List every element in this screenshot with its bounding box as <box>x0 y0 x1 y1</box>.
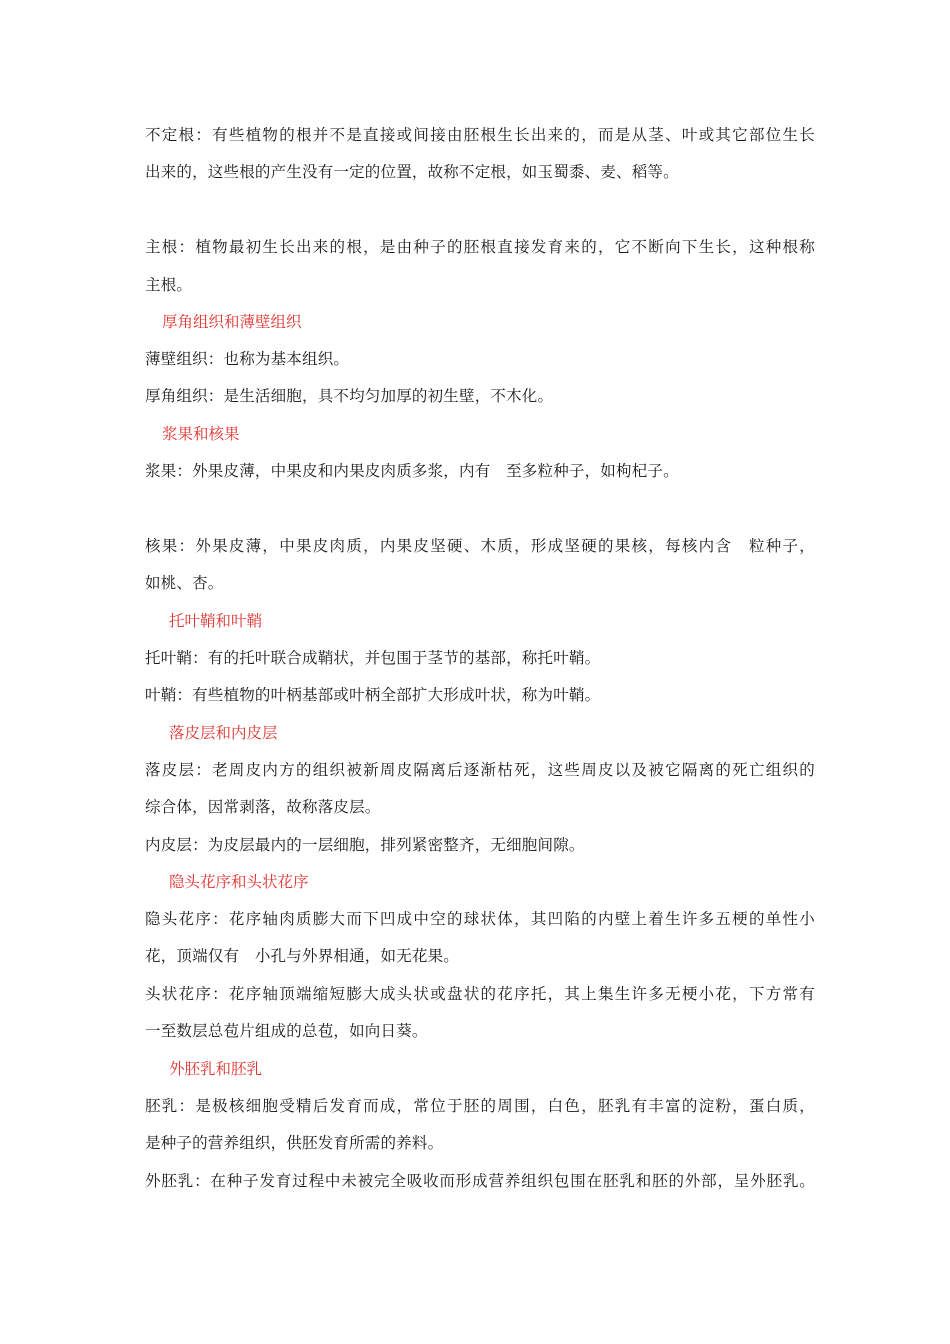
section-line: 隐头花序：花序轴肉质膨大而下凹成中空的球状体，其凹陷的内壁上着生许多五梗的单性小 <box>145 910 815 928</box>
section-heading: 落皮层和内皮层 <box>169 724 278 742</box>
paragraph-line: 主根。 <box>145 276 193 294</box>
section-heading: 托叶鞘和叶鞘 <box>169 612 263 630</box>
section-line: 内皮层：为皮层最内的一层细胞，排列紧密整齐，无细胞间隙。 <box>145 836 585 854</box>
section-line: 薄壁组织：也称为基本组织。 <box>145 350 350 368</box>
section-heading: 厚角组织和薄壁组织 <box>162 313 302 331</box>
section-line: 一至数层总苞片组成的总苞，如向日葵。 <box>145 1022 428 1040</box>
section-line: 厚角组织：是生活细胞，具不均匀加厚的初生壁，不木化。 <box>145 387 554 405</box>
section-line: 托叶鞘：有的托叶联合成鞘状，并包围于茎节的基部，称托叶鞘。 <box>145 649 601 667</box>
section-line: 胚乳：是极核细胞受精后发育而成，常位于胚的周围，白色，胚乳有丰富的淀粉，蛋白质， <box>145 1097 815 1115</box>
section-line: 叶鞘：有些植物的叶柄基部或叶柄全部扩大形成叶状，称为叶鞘。 <box>145 686 601 704</box>
paragraph-line: 主根：植物最初生长出来的根，是由种子的胚根直接发育来的，它不断向下生长，这种根称 <box>145 238 815 256</box>
section-line: 落皮层：老周皮内方的组织被新周皮隔离后逐渐枯死，这些周皮以及被它隔离的死亡组织的 <box>145 761 815 779</box>
section-heading: 浆果和核果 <box>162 425 240 443</box>
section-line: 综合体，因常剥落，故称落皮层。 <box>145 798 381 816</box>
section-line: 浆果：外果皮薄，中果皮和内果皮肉质多浆，内有 至多粒种子，如枸杞子。 <box>145 462 679 480</box>
paragraph-line: 不定根：有些植物的根并不是直接或间接由胚根生长出来的，而是从茎、叶或其它部位生长 <box>145 126 815 144</box>
paragraph-line: 出来的，这些根的产生没有一定的位置，故称不定根，如玉蜀黍、麦、稻等。 <box>145 163 679 181</box>
section-line: 核果：外果皮薄，中果皮肉质，内果皮坚硬、木质，形成坚硬的果核，每核内含 粒种子， <box>145 537 815 555</box>
section-line: 花，顶端仅有 小孔与外界相通，如无花果。 <box>145 947 460 965</box>
section-line: 如桃、杏。 <box>145 574 224 592</box>
section-heading: 外胚乳和胚乳 <box>169 1060 263 1078</box>
section-line: 外胚乳：在种子发育过程中未被完全吸收而形成营养组织包围在胚乳和胚的外部，呈外胚乳。 <box>145 1172 815 1190</box>
section-line: 是种子的营养组织，供胚发育所需的养料。 <box>145 1134 444 1152</box>
section-line: 头状花序：花序轴顶端缩短膨大成头状或盘状的花序托，其上集生许多无梗小花，下方常有 <box>145 985 815 1003</box>
section-heading: 隐头花序和头状花序 <box>169 873 309 891</box>
